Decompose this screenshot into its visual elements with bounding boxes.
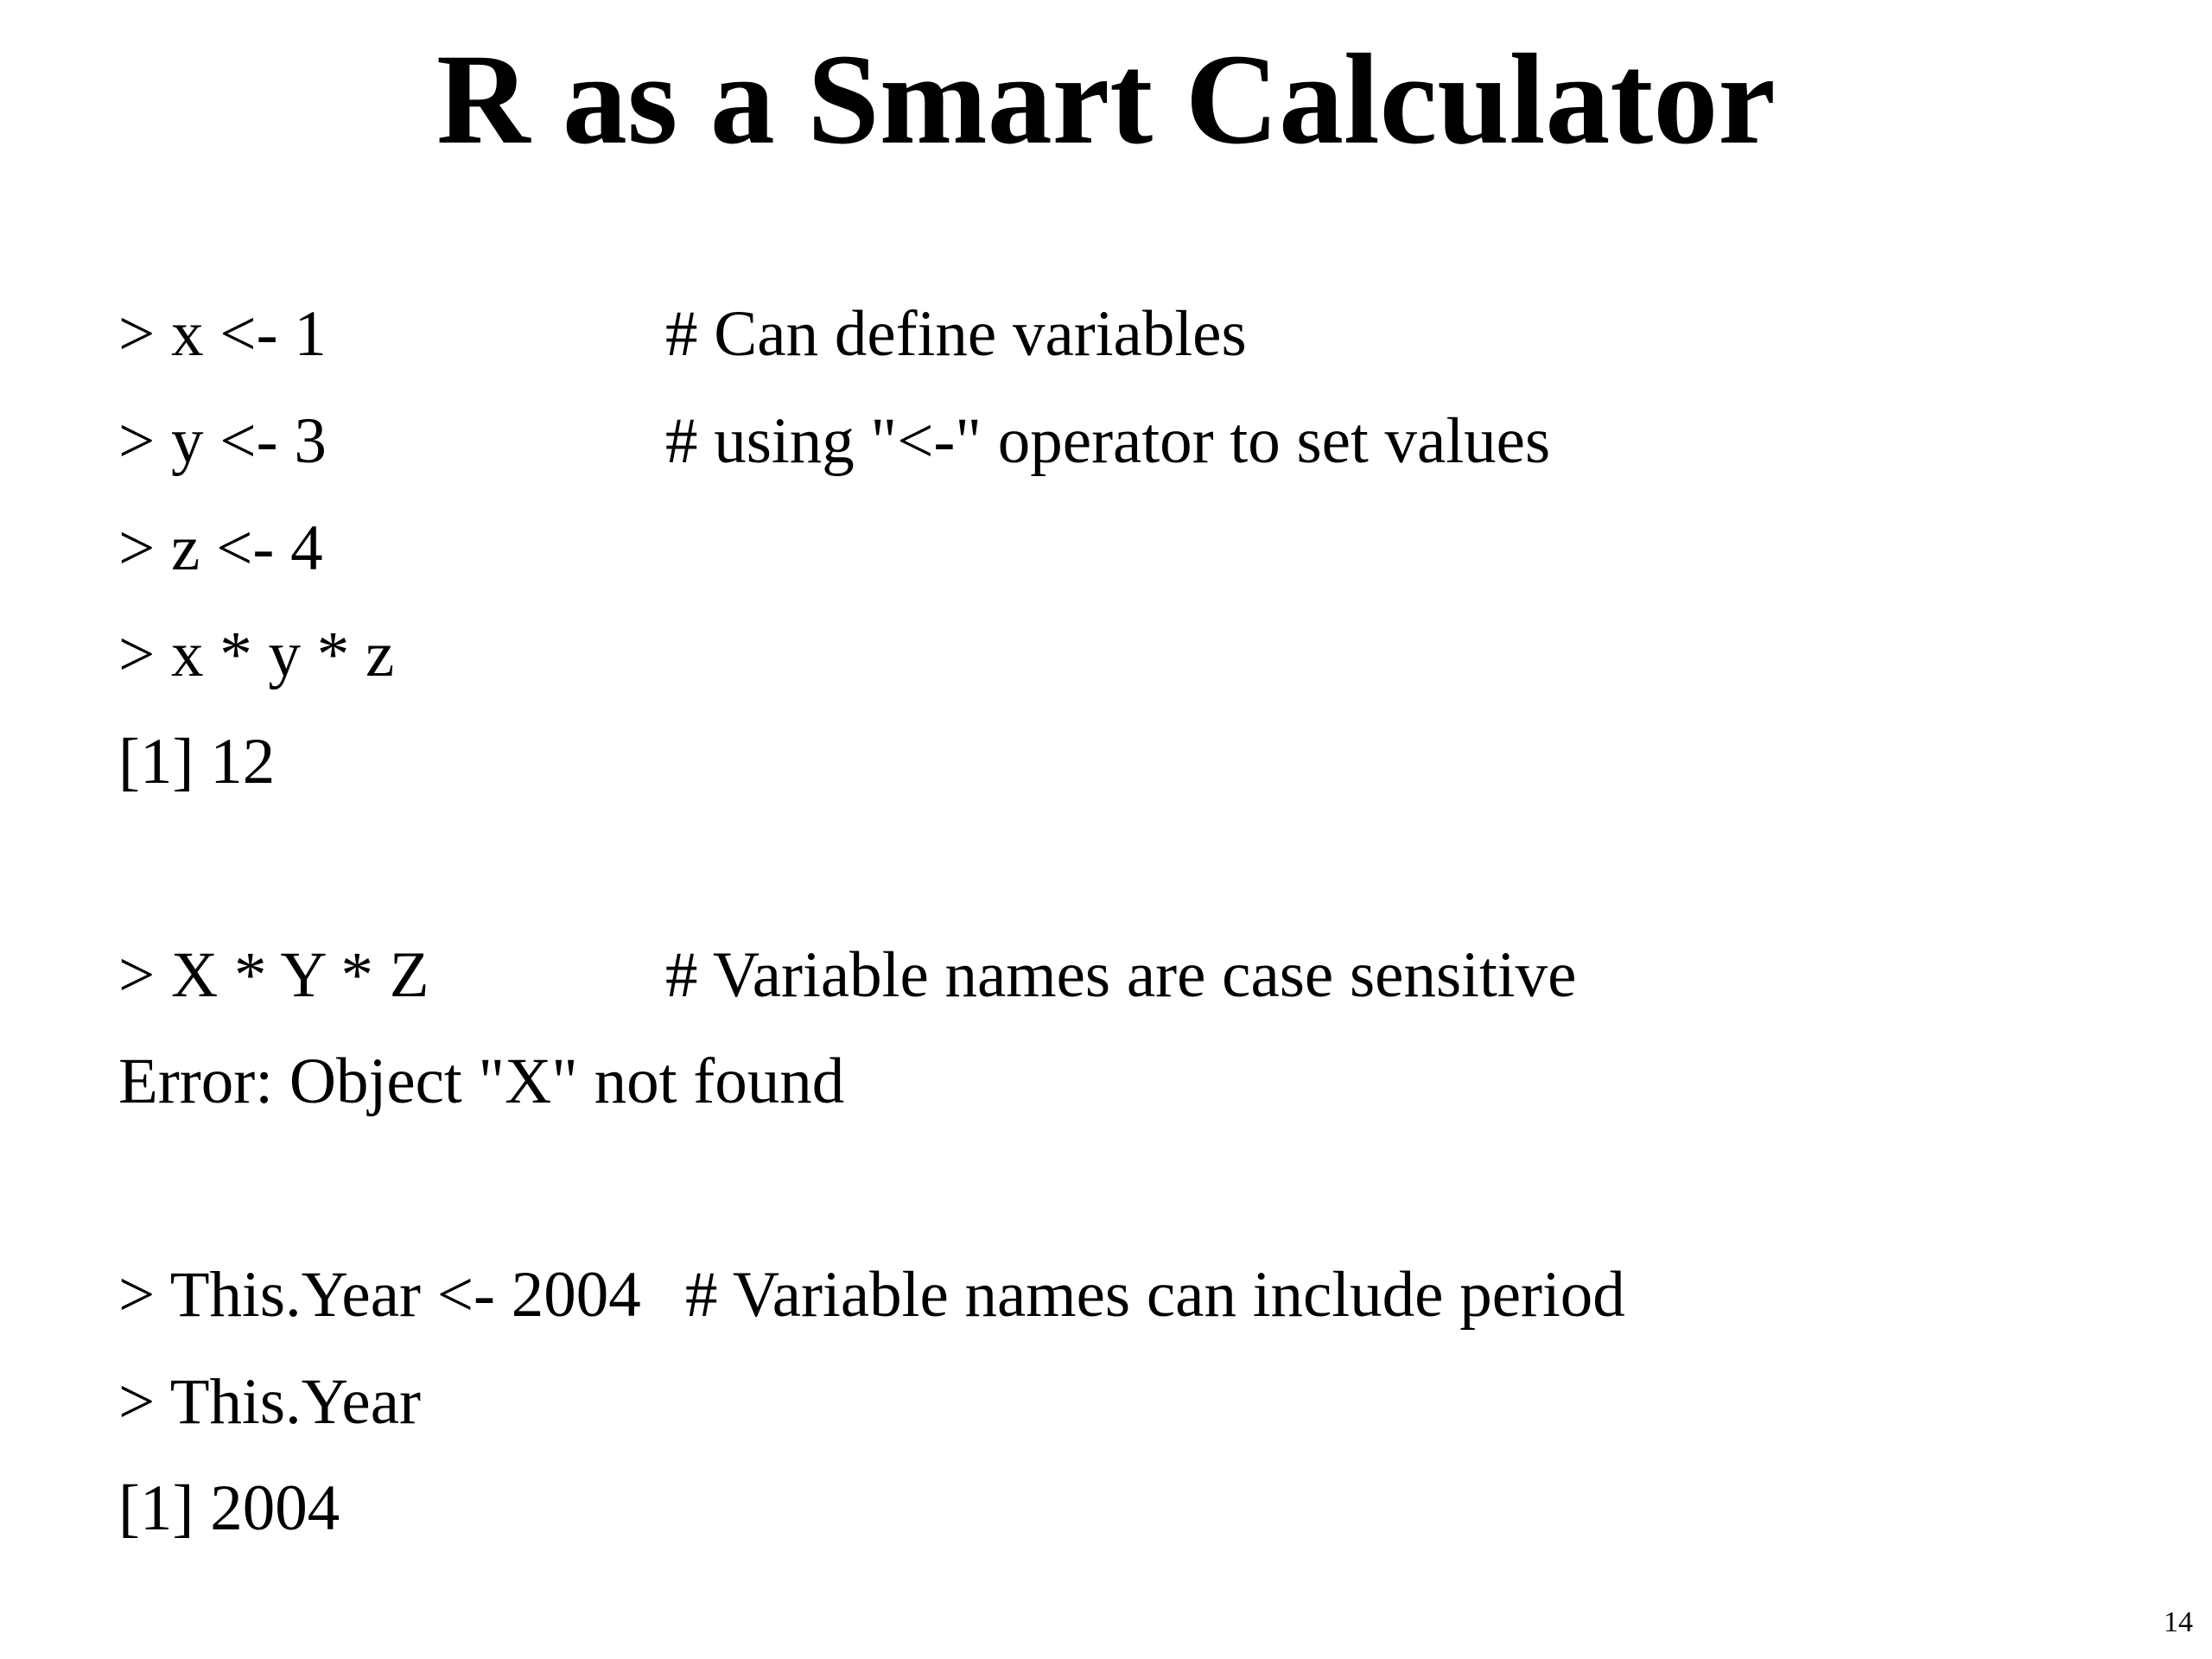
console-input-line: > x * y * z <box>118 619 395 690</box>
console-input-line: > X * Y * Z <box>118 939 429 1011</box>
page-number: 14 <box>2164 1606 2193 1638</box>
console-comment: # Variable names can include period <box>685 1259 1625 1331</box>
console-input-line: > y <- 3 <box>118 405 327 477</box>
console-error-line: Error: Object "X" not found <box>118 1046 845 1117</box>
console-input-line: > z <- 4 <box>118 512 323 584</box>
console-input-line: > x <- 1 <box>118 298 327 370</box>
console-output-line: [1] 2004 <box>118 1472 340 1544</box>
console-input-line: > This.Year <- 2004 <box>118 1259 641 1331</box>
console-comment: # Can define variables <box>665 298 1247 370</box>
console-input-line: > This.Year <box>118 1366 421 1438</box>
slide-title: R as a Smart Calculator <box>436 28 1776 171</box>
console-output-line: [1] 12 <box>118 726 276 798</box>
console-comment: # Variable names are case sensitive <box>665 939 1577 1011</box>
console-comment: # using "<-" operator to set values <box>665 405 1551 477</box>
